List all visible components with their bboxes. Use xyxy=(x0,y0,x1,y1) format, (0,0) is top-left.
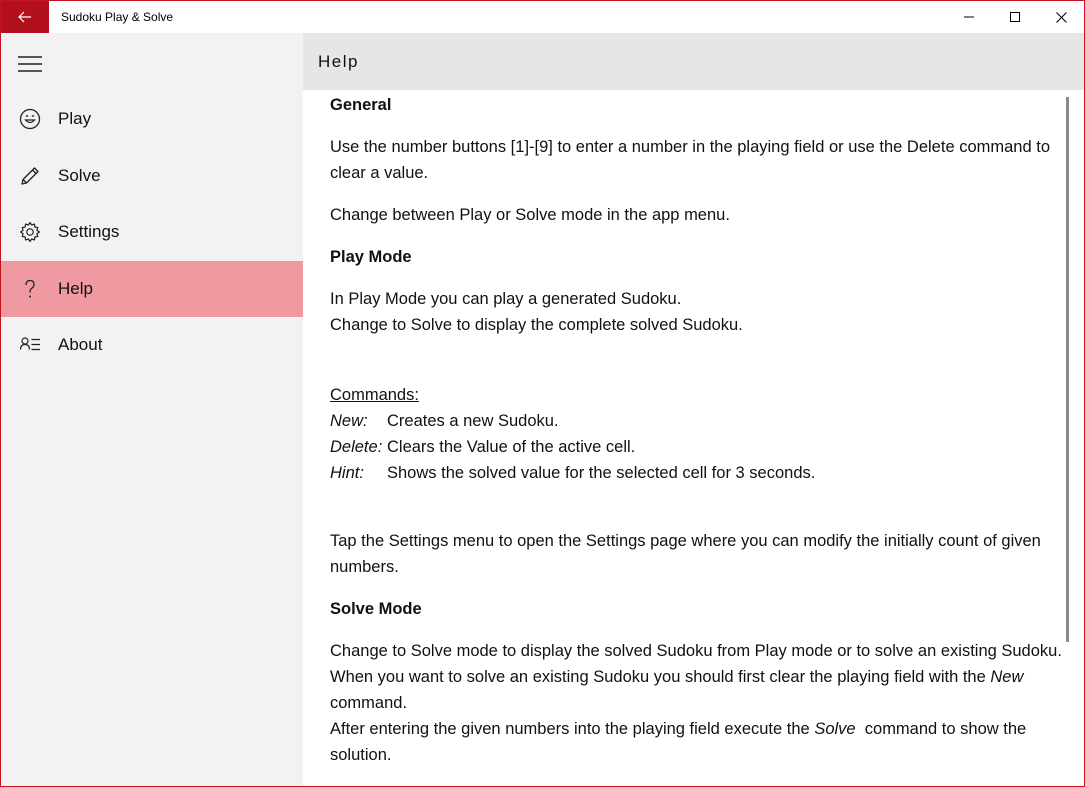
app-title: Sudoku Play & Solve xyxy=(61,10,174,24)
pencil-icon xyxy=(18,164,42,188)
arrow-left-icon xyxy=(18,11,32,23)
maximize-icon xyxy=(1010,12,1020,22)
help-content[interactable] xyxy=(330,90,1070,787)
emphasis-new: New xyxy=(990,668,1024,686)
nav-label-about: About xyxy=(58,335,103,355)
nav-item-help[interactable] xyxy=(1,261,303,318)
caption-buttons xyxy=(946,1,1084,33)
smiley-icon xyxy=(18,107,42,131)
page-header xyxy=(303,33,1084,90)
command-desc: Clears the Value of the active cell. xyxy=(387,438,636,456)
hamburger-icon xyxy=(18,56,42,72)
emphasis-solve: Solve xyxy=(814,720,856,738)
paragraph-general-1: Use the number buttons [1]-[9] to enter a number in the playing field or use the Delete command to clear a value. xyxy=(330,138,1050,182)
nav-item-about[interactable] xyxy=(1,317,303,374)
minimize-icon xyxy=(964,12,974,22)
text-span: When you want to solve an existing Sudoku you should first clear the playing field with the xyxy=(330,668,991,686)
close-button[interactable] xyxy=(1038,1,1084,33)
nav-label-play: Play xyxy=(58,109,92,129)
gear-icon xyxy=(18,220,42,244)
nav-label-help: Help xyxy=(58,278,93,298)
maximize-button[interactable] xyxy=(992,1,1038,33)
paragraph-solve-3 xyxy=(330,716,1070,768)
close-icon xyxy=(1056,12,1067,23)
nav-list xyxy=(1,91,303,374)
command-desc: Shows the solved value for the selected cell for 3 seconds. xyxy=(387,464,816,482)
hamburger-menu-button[interactable] xyxy=(17,55,43,73)
text-span: command. xyxy=(330,694,408,712)
text-span: command to show the solution. xyxy=(330,720,1031,764)
command-desc: Creates a new Sudoku. xyxy=(387,412,559,430)
nav-item-play[interactable] xyxy=(1,91,303,148)
commands-label xyxy=(330,382,1070,408)
command-key: New: xyxy=(330,412,368,430)
page-title: Help xyxy=(318,51,359,71)
heading-play-mode: Play Mode xyxy=(330,248,412,266)
paragraph-solve-1: Change to Solve mode to display the solved Sudoku from Play mode or to solve an existing Sudoku. xyxy=(330,642,1062,660)
vertical-scrollbar[interactable] xyxy=(1066,97,1069,642)
command-key: Delete: xyxy=(330,438,383,456)
question-icon xyxy=(18,277,42,301)
contact-list-icon xyxy=(18,333,42,357)
text-span: After entering the given numbers into the playing field execute the xyxy=(330,720,815,738)
command-key: Hint: xyxy=(330,464,364,482)
title-bar xyxy=(1,1,1084,33)
nav-item-settings[interactable] xyxy=(1,204,303,261)
navigation-pane xyxy=(1,33,303,787)
paragraph-play-1: In Play Mode you can play a generated Sudoku. xyxy=(330,290,682,308)
paragraph-play-2: Change to Solve to display the complete solved Sudoku. xyxy=(330,316,743,334)
back-button[interactable] xyxy=(1,1,49,33)
commands-label-text: Commands: xyxy=(330,386,419,404)
nav-label-settings: Settings xyxy=(58,222,120,242)
command-row-delete xyxy=(330,434,1070,460)
nav-label-solve: Solve xyxy=(58,165,101,185)
paragraph-solve-2 xyxy=(330,664,1070,716)
heading-general: General xyxy=(330,96,392,114)
heading-solve-mode: Solve Mode xyxy=(330,600,422,618)
paragraph-settings: Tap the Settings menu to open the Settings page where you can modify the initially count of given numbers. xyxy=(330,532,1041,576)
command-row-new xyxy=(330,408,1070,434)
paragraph-general-2: Change between Play or Solve mode in the app menu. xyxy=(330,206,730,224)
nav-item-solve[interactable] xyxy=(1,148,303,205)
command-row-hint xyxy=(330,460,1070,486)
minimize-button[interactable] xyxy=(946,1,992,33)
